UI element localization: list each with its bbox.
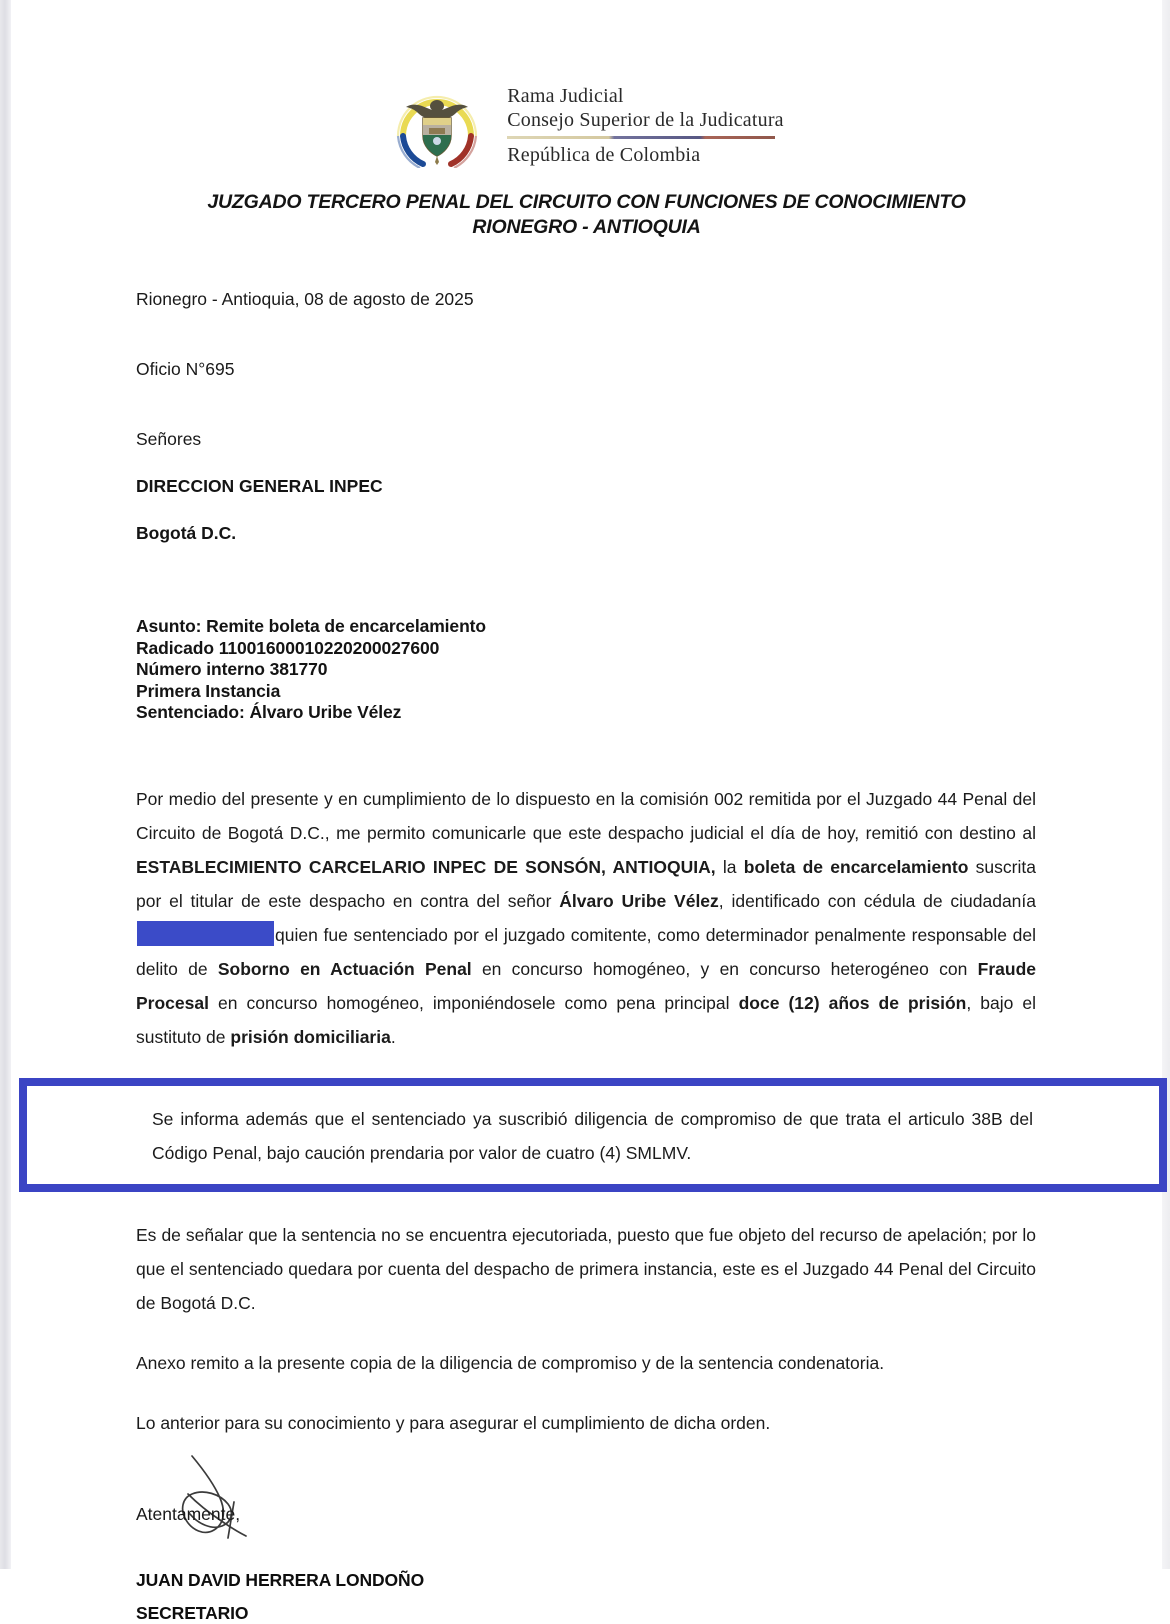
p1-bold-establecimiento: ESTABLECIMIENTO CARCELARIO INPEC DE SONSÓN, ANTIOQUIA, [136, 856, 716, 877]
court-title [11, 190, 1162, 240]
document-page [11, 0, 1162, 1623]
letterhead-line-republica: República de Colombia [507, 143, 701, 166]
p1-segment-2: la [715, 856, 744, 877]
salutation: Señores [136, 429, 202, 449]
closing-salutation: Atentamente, [136, 1503, 241, 1524]
colombia-judicial-emblem-icon [389, 78, 485, 168]
letterhead-text [507, 80, 784, 167]
letterhead-line-consejo-superior: Consejo Superior de la Judicatura [507, 108, 784, 131]
p1-bold-boleta: boleta de encarcelamiento [743, 856, 969, 877]
p1-segment-6: en concurso homogéneo, y en concurso heterogéneo con [471, 958, 978, 979]
signature-area [136, 1466, 1036, 1623]
letterhead-line-rama-judicial: Rama Judicial [507, 84, 624, 107]
left-window-gutter [0, 0, 11, 1569]
letterhead [11, 0, 1162, 168]
subject-line-asunto: Asunto: Remite boleta de encarcelamiento [136, 616, 486, 636]
p1-segment-1: Por medio del presente y en cumplimiento de lo dispuesto en la comisión 002 remitida por el Juzgado 44 Penal del Circuito de Bogotá D.C., me permito comunicarle que este despacho judicial el día de hoy, remitió con destino al [136, 788, 1036, 843]
paragraph-1 [136, 782, 1036, 1054]
addressee-name: DIRECCION GENERAL INPEC [136, 476, 383, 496]
place-and-date: Rionegro - Antioquia, 08 de agosto de 2025 [136, 289, 474, 309]
subject-line-numero-interno: Número interno 381770 [136, 659, 328, 679]
document-body [11, 240, 1162, 1623]
subject-line-instancia: Primera Instancia [136, 680, 281, 701]
subject-line-radicado: Radicado 11001600010220200027600 [136, 637, 440, 658]
signer-role: SECRETARIO [136, 1602, 249, 1623]
court-title-line-1: JUZGADO TERCERO PENAL DEL CIRCUITO CON FUNCIONES DE CONOCIMIENTO [207, 191, 966, 213]
subject-block [136, 616, 1036, 724]
redacted-id-number-box [137, 921, 274, 946]
oficio-number: Oficio N°695 [136, 359, 235, 379]
p1-segment-7: en concurso homogéneo, imponiéndosele como pena principal [208, 992, 739, 1013]
paragraph-3: Es de señalar que la sentencia no se encuentra ejecutoriada, puesto que fue objeto del recurso de apelación; por lo que el sentenciado quedara por cuenta del despacho de primera instancia, este es el Juzgado 44 Penal del Circuito de Bogotá D.C. [136, 1224, 1036, 1313]
page-bottom-edge [11, 1563, 1162, 1569]
highlighted-paragraph-box [19, 1078, 1167, 1192]
p1-segment-3: suscrita por el titular de este despacho en contra del señor [136, 856, 1036, 911]
paragraph-5: Lo anterior para su conocimiento y para asegurar el cumplimiento de dicha orden. [136, 1412, 771, 1433]
p1-bold-domiciliaria: prisión domiciliaria [230, 1026, 391, 1047]
p1-segment-4: , identificado con cédula de ciudadanía [718, 890, 1037, 911]
addressee-city: Bogotá D.C. [136, 523, 237, 543]
highlighted-paragraph-text: Se informa además que el sentenciado ya suscribió diligencia de compromiso de que trata el articulo 38B del Código Penal, bajo caución prendaria por valor de cuatro (4) SMLMV. [152, 1108, 1033, 1163]
p1-bold-soborno: Soborno en Actuación Penal [217, 958, 472, 979]
signer-name: JUAN DAVID HERRERA LONDOÑO [136, 1569, 425, 1590]
p1-segment-8: , bajo el sustituto de [136, 992, 1036, 1047]
court-title-line-2: RIONEGRO - ANTIOQUIA [472, 216, 701, 238]
p1-segment-5: quien fue sentenciado por el juzgado comitente, como determinador penalmente responsable del delito de [136, 924, 1036, 979]
right-window-gutter [1162, 0, 1170, 1569]
paragraph-4: Anexo remito a la presente copia de la diligencia de compromiso y de la sentencia condenatoria. [136, 1352, 885, 1373]
p1-bold-pena: doce (12) años de prisión [738, 992, 967, 1013]
subject-line-sentenciado: Sentenciado: Álvaro Uribe Vélez [136, 702, 402, 722]
p1-bold-fraude: Fraude Procesal [136, 958, 1036, 1013]
letterhead-tricolor-rule [507, 136, 775, 139]
p1-segment-9: . [390, 1026, 396, 1047]
p1-bold-nombre: Álvaro Uribe Vélez [559, 890, 719, 911]
